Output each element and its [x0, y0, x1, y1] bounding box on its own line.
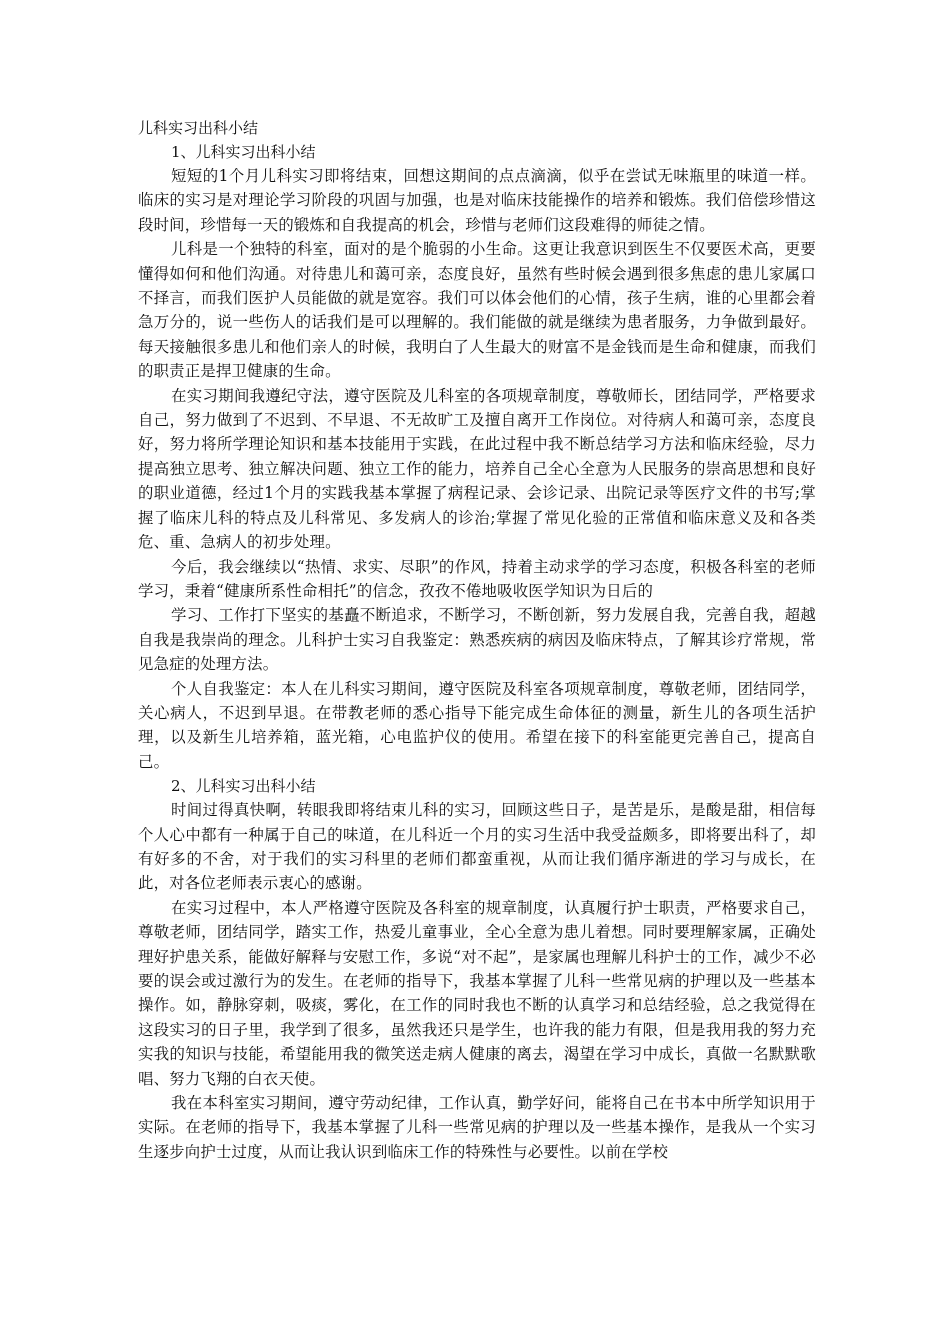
paragraph: 今后，我会继续以“热情、求实、尽职”的作风，持着主动求学的学习态度，积极各科室的老师学习，秉着“健康所系性命相托”的信念，孜孜不倦地吸收医学知识为日后的: [138, 557, 816, 600]
paragraph: 儿科是一个独特的科室，面对的是个脆弱的小生命。这更让我意识到医生不仅要医术高，更要懂得如何和他们沟通。对待患儿和蔼可亲，态度良好，虽然有些时候会遇到很多焦虑的患儿家属口不择言，而我们医护人员能做的就是宽容。我们可以体会他们的心情，孩子生病，谁的心里都会着急万分的，说一些伤人的话我们是可以理解的。我们能做的就是继续为患者服务，力争做到最好。每天接触很多患儿和他们亲人的时候，我明白了人生最大的财富不是金钱而是生命和健康，而我们的职责正是捍卫健康的生命。: [138, 240, 816, 381]
document-title: 儿科实习出科小结: [138, 119, 259, 137]
paragraph: 学习、工作打下坚实的基矗不断追求，不断学习，不断创新，努力发展自我，完善自我，超越自我是我崇尚的理念。儿科护士实习自我鉴定：熟悉疾病的病因及临床特点，了解其诊疗常规，常见急症的处理方法。: [138, 606, 816, 674]
paragraph: 在实习期间我遵纪守法，遵守医院及儿科室的各项规章制度，尊敬师长，团结同学，严格要求自己，努力做到了不迟到、不早退、不无故旷工及擅自离开工作岗位。对待病人和蔼可亲，态度良好，努力将所学理论知识和基本技能用于实践，在此过程中我不断总结学习方法和临床经验，尽力提高独立思考、独立解决问题、独立工作的能力，培养自己全心全意为人民服务的崇高思想和良好的职业道德，经过1个月的实践我基本掌握了病程记录、会诊记录、出院记录等医疗文件的书写;掌握了临床儿科的特点及儿科常见、多发病人的诊治;掌握了常见化验的正常值和临床意义及和各类危、重、急病人的初步处理。: [138, 386, 816, 552]
paragraph: 时间过得真快啊，转眼我即将结束儿科的实习，回顾这些日子，是苦是乐，是酸是甜，相信每个人心中都有一种属于自己的味道，在儿科近一个月的实习生活中我受益颇多，即将要出科了，却有好多的不舍，对于我们的实习科里的老师们都蛮重视，从而让我们循序渐进的学习与成长，在此，对各位老师表示衷心的感谢。: [138, 801, 816, 893]
paragraph: 短短的1个月儿科实习即将结束，回想这期间的点点滴滴，似乎在尝试无味瓶里的味道一样。临床的实习是对理论学习阶段的巩固与加强，也是对临床技能操作的培养和锻炼。我们倍偿珍惜这段时间，珍惜每一天的锻炼和自我提高的机会，珍惜与老师们这段难得的师徒之情。: [138, 167, 816, 234]
paragraph: 个人自我鉴定：本人在儿科实习期间，遵守医院及科室各项规章制度，尊敬老师，团结同学，关心病人，不迟到早退。在带教老师的悉心指导下能完成生命体征的测量，新生儿的各项生活护理，以及新生儿培养箱，蓝光箱，心电监护仪的使用。希望在接下的科室能更完善自己，提高自己。: [138, 679, 816, 771]
paragraph: 在实习过程中，本人严格遵守医院及各科室的规章制度，认真履行护士职责，严格要求自己，尊敬老师，团结同学，踏实工作，热爱儿童事业，全心全意为患儿着想。同时要理解家属，正确处理好护患关系，能做好解释与安慰工作，多说“对不起”，是家属也理解儿科护士的工作，减少不必要的误会或过激行为的发生。在老师的指导下，我基本掌握了儿科一些常见病的护理以及一些基本操作。如，静脉穿刺，吸痰，雾化，在工作的同时我也不断的认真学习和总结经验，总之我觉得在这段实习的日子里，我学到了很多，虽然我还只是学生，也许我的能力有限，但是我用我的努力充实我的知识与技能，希望能用我的微笑送走病人健康的离去，渴望在学习中成长，真做一名默默歌唱、努力飞翔的白衣天使。: [138, 898, 816, 1088]
paragraph: 我在本科室实习期间，遵守劳动纪律，工作认真，勤学好问，能将自己在书本中所学知识用于实际。在老师的指导下，我基本掌握了儿科一些常见病的护理以及一些基本操作，是我从一个实习生逐步向护士过度，从而让我认识到临床工作的特殊性与必要性。以前在学校: [138, 1094, 816, 1161]
document-page: [138, 116, 816, 1164]
section-heading-2: 2、儿科实习出科小结: [171, 777, 316, 796]
section-heading-1: 1、儿科实习出科小结: [171, 143, 316, 161]
